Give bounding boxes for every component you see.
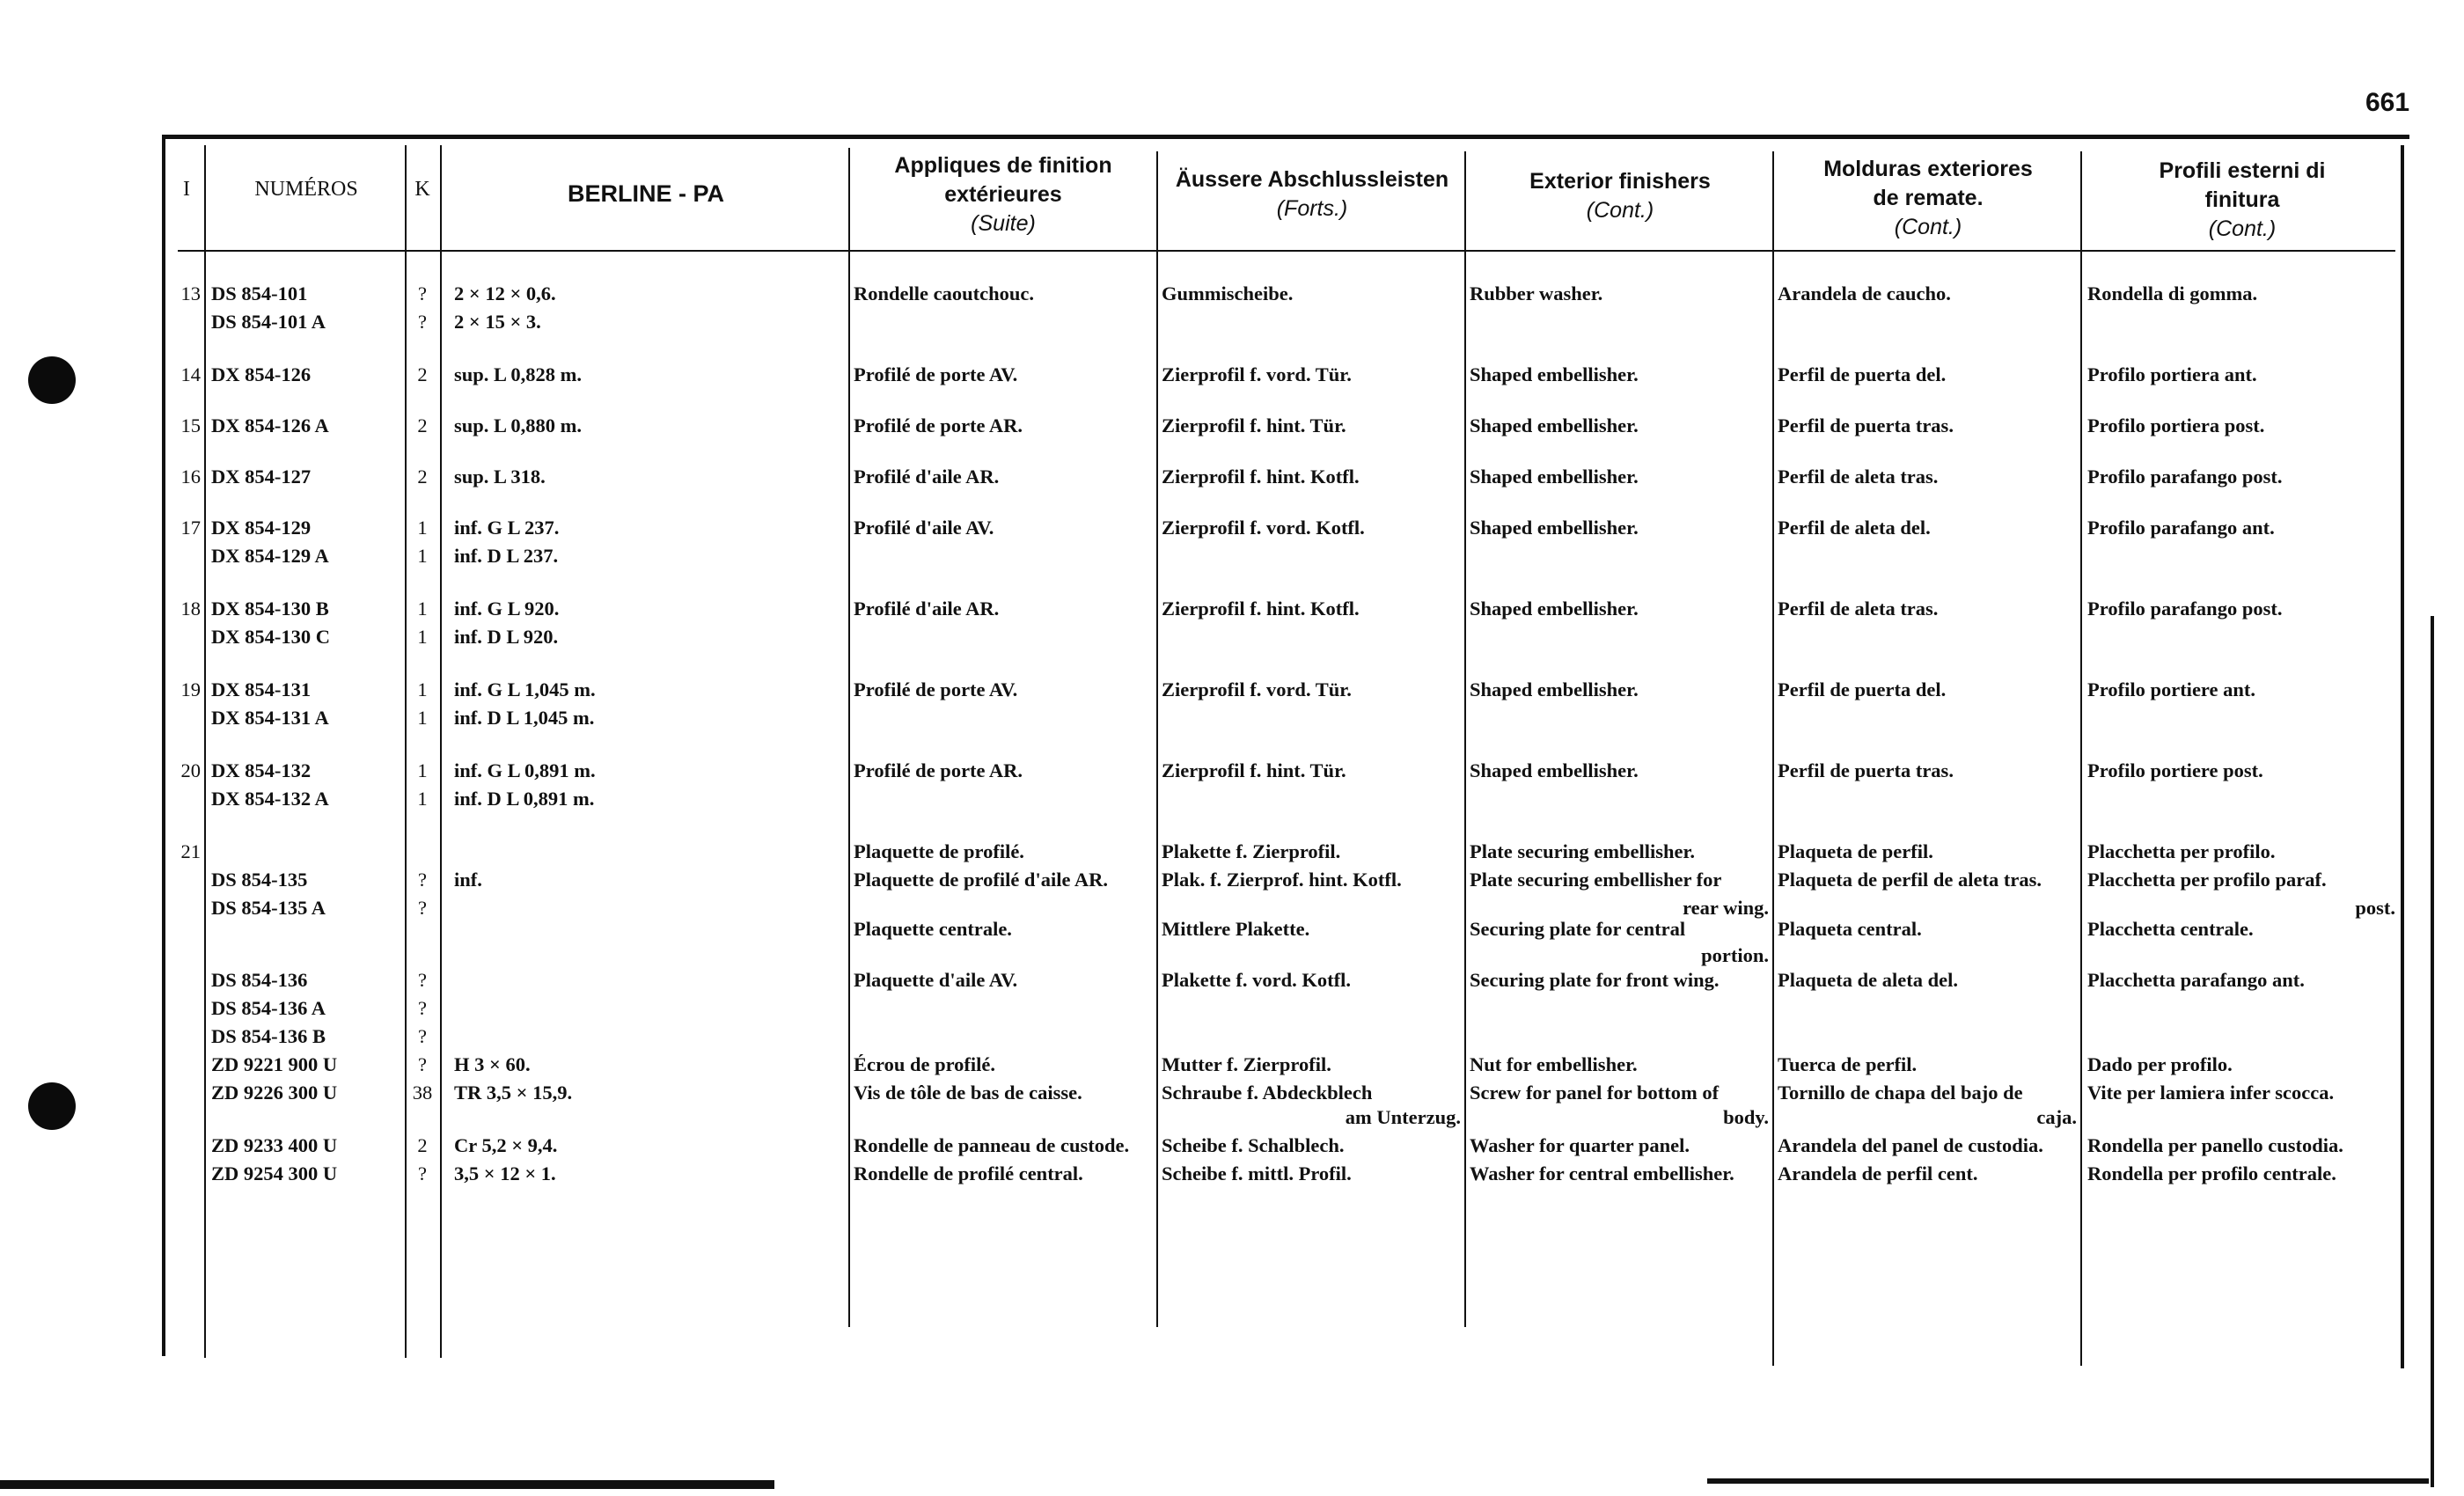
header-it-title: Profili esterni di finitura: [2159, 158, 2326, 212]
header-i: I: [183, 178, 190, 201]
cell-it: Placchetta centrale.: [2087, 918, 2254, 940]
cell-es: Arandela de caucho.: [1778, 282, 1951, 304]
cell-fr: Rondelle de profilé central.: [854, 1162, 1083, 1184]
cell-k: 1: [417, 678, 428, 700]
header-model: BERLINE - PA: [567, 180, 724, 207]
cell-de: Zierprofil f. hint. Kotfl.: [1162, 466, 1360, 488]
cell-i: 16: [180, 466, 201, 488]
cell-fr: Profilé d'aile AV.: [854, 517, 994, 539]
cell-de: Zierprofil f. hint. Kotfl.: [1162, 598, 1360, 620]
header-de: [1160, 165, 1464, 224]
binder-hole-top: [28, 356, 76, 404]
cell-en: Shaped embellisher.: [1470, 759, 1639, 781]
cell-de: Gummischeibe.: [1162, 282, 1294, 304]
table-right-rule: [2401, 145, 2404, 1368]
cell-en: Nut for embellisher.: [1470, 1053, 1638, 1075]
cell-es: Plaqueta de aleta del.: [1778, 969, 1958, 991]
cell-fr: Plaquette de profilé.: [854, 840, 1024, 862]
cell-es: Perfil de puerta del.: [1778, 363, 1947, 385]
header-bottom-rule: [178, 250, 2395, 252]
cell-k: ?: [418, 997, 427, 1019]
cell-en: Screw for panel for bottom of: [1470, 1082, 1720, 1104]
cell-k: ?: [418, 1025, 427, 1047]
cell-it: Profilo portiere ant.: [2087, 678, 2255, 700]
cell-num: DS 854-135: [211, 869, 308, 891]
cell-k: 1: [417, 545, 428, 567]
cell-de: Plak. f. Zierprof. hint. Kotfl.: [1162, 869, 1402, 891]
cell-fr: Profilé de porte AV.: [854, 678, 1018, 700]
cell-en: Plate securing embellisher for: [1470, 869, 1722, 891]
cell-k: 38: [412, 1082, 433, 1104]
cell-en: Washer for quarter panel.: [1470, 1134, 1690, 1156]
divider-es-it: [2080, 151, 2082, 1366]
header-numeros: NUMÉROS: [254, 178, 358, 201]
cell-k: 2: [417, 466, 428, 488]
cell-spec: 2 × 12 × 0,6.: [454, 282, 556, 304]
cell-spec: inf. G L 0,891 m.: [454, 759, 596, 781]
cell-num: DS 854-101: [211, 282, 308, 304]
cell-it: Rondella per profilo centrale.: [2087, 1162, 2336, 1184]
cell-it: Placchetta parafango ant.: [2087, 969, 2305, 991]
cell-fr: Profilé de porte AV.: [854, 363, 1018, 385]
cell-num: DX 854-126: [211, 363, 312, 385]
header-de-sub: (Forts.): [1276, 196, 1348, 221]
cell-en: Washer for central embellisher.: [1470, 1162, 1734, 1184]
cell-en: Plate securing embellisher.: [1470, 840, 1696, 862]
cell-en: Shaped embellisher.: [1470, 598, 1639, 620]
divider-en-es: [1772, 151, 1774, 1366]
cell-en: body.: [1723, 1106, 1769, 1128]
cell-k: ?: [418, 1162, 427, 1184]
page-number: 661: [2365, 88, 2410, 117]
cell-fr: Profilé d'aile AR.: [854, 466, 1000, 488]
cell-num: DS 854-135 A: [211, 897, 326, 919]
cell-spec: sup. L 0,828 m.: [454, 363, 583, 385]
cell-fr: Plaquette centrale.: [854, 918, 1012, 940]
cell-k: ?: [418, 282, 427, 304]
cell-it: Dado per profilo.: [2087, 1053, 2233, 1075]
cell-it: Profilo parafango post.: [2087, 598, 2283, 620]
cell-es: Plaqueta de perfil de aleta tras.: [1778, 869, 2042, 891]
cell-en: rear wing.: [1683, 897, 1769, 919]
cell-es: caja.: [2036, 1106, 2077, 1128]
cell-i: 13: [180, 282, 201, 304]
cell-spec: inf. D L 1,045 m.: [454, 707, 595, 729]
divider-k-spec: [440, 145, 442, 1358]
cell-i: 21: [180, 840, 201, 862]
cell-de: Zierprofil f. hint. Tür.: [1162, 759, 1346, 781]
divider-fr-de: [1156, 151, 1158, 1327]
page-bottom-rule: [0, 1480, 774, 1489]
cell-fr: Plaquette de profilé d'aile AR.: [854, 869, 1108, 891]
cell-i: 20: [180, 759, 201, 781]
cell-i: 15: [180, 414, 201, 436]
divider-de-en: [1464, 151, 1466, 1327]
cell-de: Plakette f. Zierprofil.: [1162, 840, 1341, 862]
cell-num: DX 854-132: [211, 759, 312, 781]
cell-de: am Unterzug.: [1345, 1106, 1461, 1128]
cell-es: Plaqueta central.: [1778, 918, 1922, 940]
cell-spec: inf. D L 237.: [454, 545, 559, 567]
cell-de: Scheibe f. Schalblech.: [1162, 1134, 1345, 1156]
header-en-sub: (Cont.): [1586, 198, 1654, 223]
cell-num: DS 854-136: [211, 969, 308, 991]
cell-en: Shaped embellisher.: [1470, 517, 1639, 539]
cell-es: Perfil de aleta tras.: [1778, 466, 1939, 488]
cell-k: 1: [417, 626, 428, 648]
cell-es: Arandela de perfil cent.: [1778, 1162, 1978, 1184]
cell-spec: inf. D L 920.: [454, 626, 559, 648]
cell-num: DS 854-136 B: [211, 1025, 326, 1047]
cell-spec: Cr 5,2 × 9,4.: [454, 1134, 558, 1156]
cell-fr: Vis de tôle de bas de caisse.: [854, 1082, 1082, 1104]
cell-en: Shaped embellisher.: [1470, 466, 1639, 488]
cell-es: Tuerca de perfil.: [1778, 1053, 1918, 1075]
cell-it: Placchetta per profilo.: [2087, 840, 2276, 862]
cell-en: Shaped embellisher.: [1470, 678, 1639, 700]
cell-fr: Rondelle caoutchouc.: [854, 282, 1034, 304]
cell-en: Rubber washer.: [1470, 282, 1603, 304]
binder-hole-bottom: [28, 1082, 76, 1130]
cell-k: 1: [417, 759, 428, 781]
cell-es: Perfil de aleta del.: [1778, 517, 1931, 539]
cell-fr: Rondelle de panneau de custode.: [854, 1134, 1130, 1156]
cell-num: DS 854-101 A: [211, 311, 326, 333]
header-es: [1776, 155, 2080, 242]
header-fr-sub: (Suite): [971, 211, 1036, 236]
cell-num: DX 854-127: [211, 466, 312, 488]
cell-num: DX 854-131: [211, 678, 312, 700]
cell-k: 1: [417, 788, 428, 810]
cell-it: Profilo parafango ant.: [2087, 517, 2275, 539]
cell-num: ZD 9221 900 U: [211, 1053, 338, 1075]
cell-de: Zierprofil f. vord. Tür.: [1162, 678, 1352, 700]
cell-it: Profilo portiere post.: [2087, 759, 2263, 781]
cell-k: ?: [418, 969, 427, 991]
cell-es: Perfil de puerta del.: [1778, 678, 1947, 700]
cell-k: 2: [417, 414, 428, 436]
cell-en: portion.: [1701, 944, 1769, 966]
cell-fr: Profilé de porte AR.: [854, 759, 1023, 781]
cell-en: Shaped embellisher.: [1470, 363, 1639, 385]
header-k: K: [414, 178, 430, 201]
cell-k: ?: [418, 1053, 427, 1075]
cell-es: Perfil de aleta tras.: [1778, 598, 1939, 620]
cell-fr: Écrou de profilé.: [854, 1053, 996, 1075]
cell-num: DX 854-132 A: [211, 788, 329, 810]
cell-num: DS 854-136 A: [211, 997, 326, 1019]
cell-num: ZD 9226 300 U: [211, 1082, 338, 1104]
cell-it: Profilo portiera post.: [2087, 414, 2265, 436]
cell-de: Mittlere Plakette.: [1162, 918, 1310, 940]
cell-spec: inf.: [454, 869, 482, 891]
cell-it: Profilo parafango post.: [2087, 466, 2283, 488]
header-de-title: Äussere Abschlussleisten: [1175, 167, 1449, 192]
cell-es: Tornillo de chapa del bajo de: [1778, 1082, 2023, 1104]
cell-en: Securing plate for central: [1470, 918, 1686, 940]
cell-spec: H 3 × 60.: [454, 1053, 531, 1075]
table-left-rule: [162, 135, 165, 1356]
cell-k: 1: [417, 517, 428, 539]
cell-spec: inf. G L 920.: [454, 598, 560, 620]
cell-es: Perfil de puerta tras.: [1778, 759, 1954, 781]
header-it-sub: (Cont.): [2208, 216, 2277, 241]
header-es-sub: (Cont.): [1894, 215, 1962, 239]
cell-spec: inf. D L 0,891 m.: [454, 788, 595, 810]
header-fr-title: Appliques de finition extérieures: [894, 153, 1112, 207]
cell-num: DX 854-131 A: [211, 707, 329, 729]
cell-es: Perfil de puerta tras.: [1778, 414, 1954, 436]
cell-num: DX 854-130 C: [211, 626, 330, 648]
cell-num: DX 854-129 A: [211, 545, 329, 567]
cell-it: post.: [2355, 897, 2395, 919]
cell-num: DX 854-130 B: [211, 598, 329, 620]
table-top-rule: [164, 135, 2409, 139]
cell-it: Rondella di gomma.: [2087, 282, 2258, 304]
cell-it: Placchetta per profilo paraf.: [2087, 869, 2327, 891]
header-fr: [854, 151, 1153, 238]
cell-k: ?: [418, 897, 427, 919]
cell-de: Zierprofil f. hint. Tür.: [1162, 414, 1346, 436]
header-es-title: Molduras exteriores de remate.: [1823, 157, 2033, 210]
cell-spec: 3,5 × 12 × 1.: [454, 1162, 556, 1184]
cell-spec: inf. G L 1,045 m.: [454, 678, 596, 700]
cell-it: Profilo portiera ant.: [2087, 363, 2257, 385]
cell-spec: 2 × 15 × 3.: [454, 311, 541, 333]
cell-k: 2: [417, 1134, 428, 1156]
cell-num: DX 854-126 A: [211, 414, 329, 436]
cell-spec: TR 3,5 × 15,9.: [454, 1082, 573, 1104]
cell-de: Plakette f. vord. Kotfl.: [1162, 969, 1351, 991]
divider-spec-fr: [848, 148, 850, 1327]
cell-de: Zierprofil f. vord. Tür.: [1162, 363, 1352, 385]
cell-fr: Profilé de porte AR.: [854, 414, 1023, 436]
header-en-title: Exterior finishers: [1529, 169, 1711, 194]
cell-k: ?: [418, 869, 427, 891]
cell-de: Scheibe f. mittl. Profil.: [1162, 1162, 1352, 1184]
cell-spec: sup. L 0,880 m.: [454, 414, 583, 436]
header-it: [2084, 157, 2401, 244]
cell-it: Vite per lamiera infer scocca.: [2087, 1082, 2335, 1104]
cell-k: ?: [418, 311, 427, 333]
cell-i: 17: [180, 517, 201, 539]
cell-spec: sup. L 318.: [454, 466, 546, 488]
cell-spec: inf. G L 237.: [454, 517, 560, 539]
cell-k: 2: [417, 363, 428, 385]
cell-k: 1: [417, 598, 428, 620]
cell-it: Rondella per panello custodia.: [2087, 1134, 2343, 1156]
cell-num: DX 854-129: [211, 517, 312, 539]
cell-i: 19: [180, 678, 201, 700]
page-bottom-rule-right: [1707, 1478, 2429, 1484]
header-en: [1468, 167, 1772, 225]
cell-de: Schraube f. Abdeckblech: [1162, 1082, 1373, 1104]
cell-en: Securing plate for front wing.: [1470, 969, 1720, 991]
cell-es: Plaqueta de perfil.: [1778, 840, 1933, 862]
cell-k: 1: [417, 707, 428, 729]
cell-fr: Plaquette d'aile AV.: [854, 969, 1018, 991]
cell-de: Mutter f. Zierprofil.: [1162, 1053, 1331, 1075]
divider-i-numeros: [204, 145, 206, 1358]
cell-i: 18: [180, 598, 201, 620]
cell-en: Shaped embellisher.: [1470, 414, 1639, 436]
page-right-edge: [2431, 616, 2434, 1487]
cell-de: Zierprofil f. vord. Kotfl.: [1162, 517, 1365, 539]
cell-es: Arandela del panel de custodia.: [1778, 1134, 2043, 1156]
cell-fr: Profilé d'aile AR.: [854, 598, 1000, 620]
cell-i: 14: [180, 363, 201, 385]
cell-num: ZD 9254 300 U: [211, 1162, 338, 1184]
cell-num: ZD 9233 400 U: [211, 1134, 338, 1156]
